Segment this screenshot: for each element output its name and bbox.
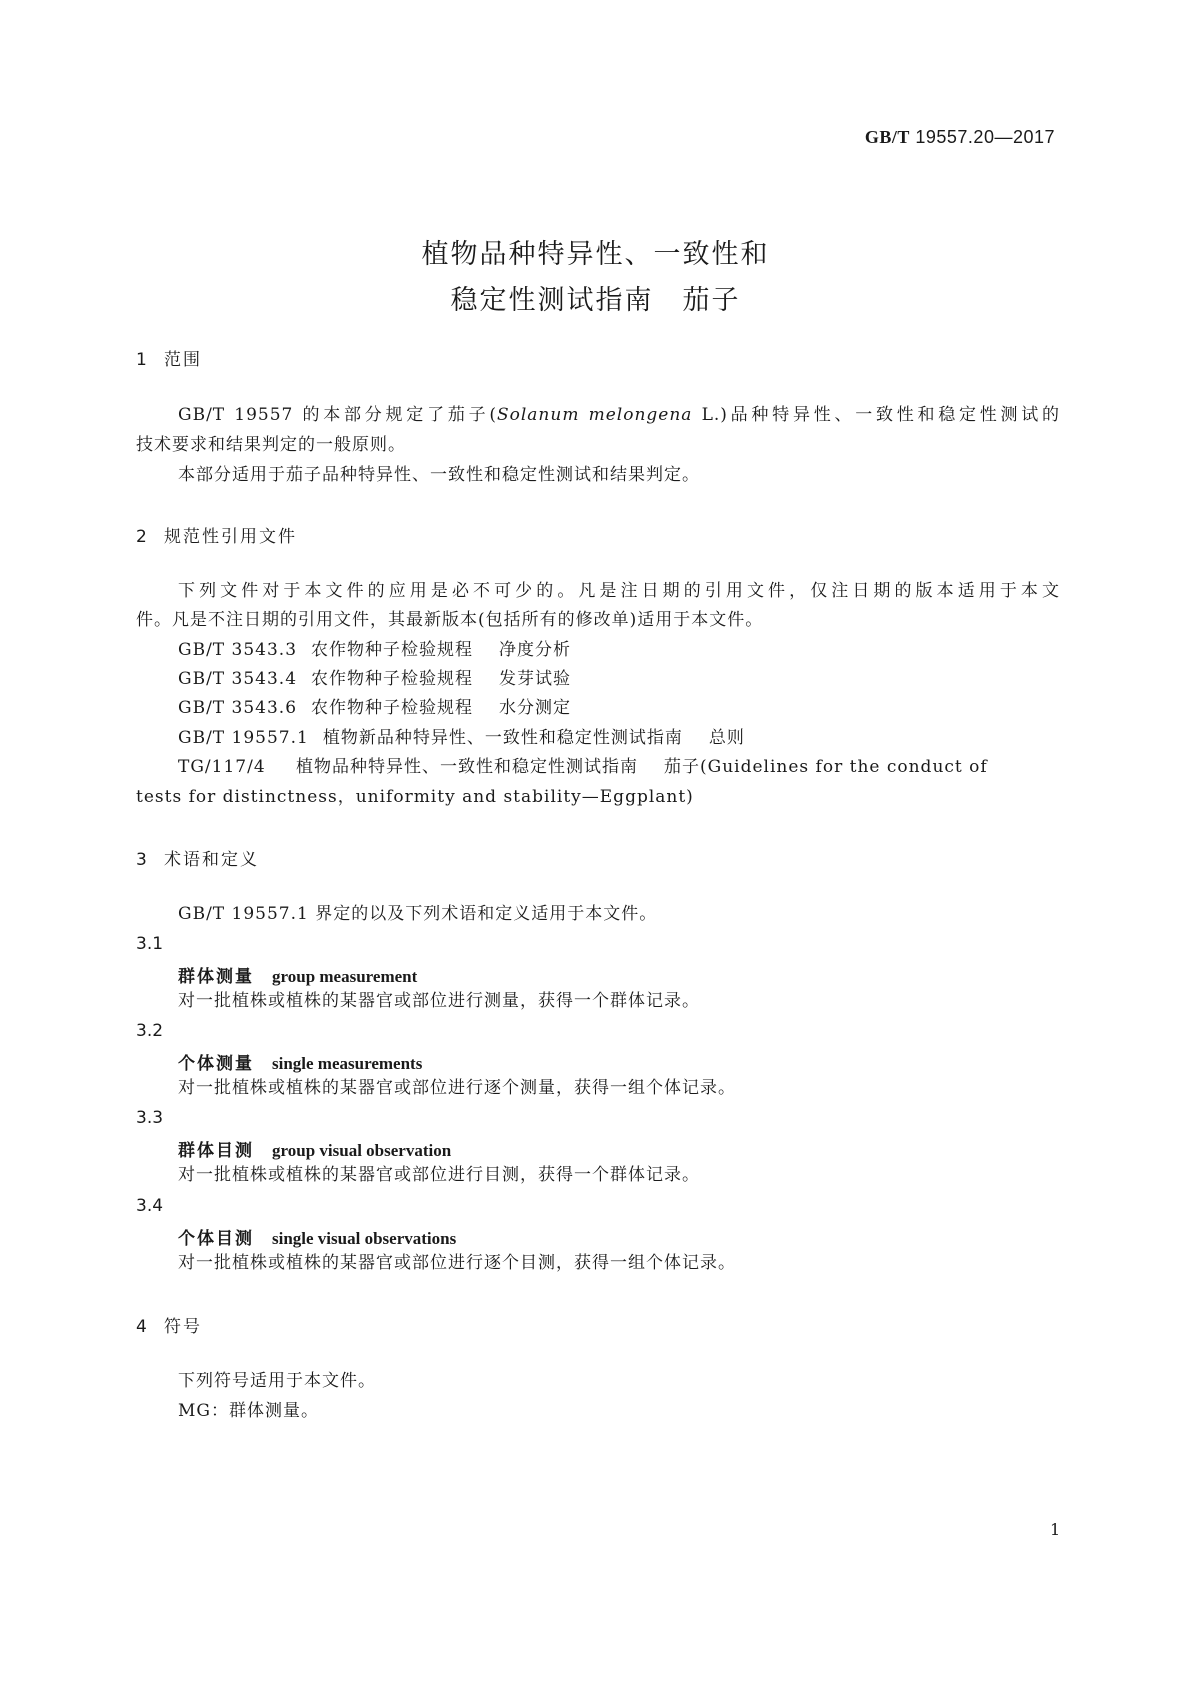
reference-code: GB/T 19557.1: [178, 728, 309, 748]
standard-prefix: GB/T: [864, 127, 910, 147]
section-number: 4: [136, 1317, 147, 1337]
reference-subtitle: 发芽试验: [499, 669, 572, 689]
reference-item: [178, 640, 571, 660]
references-intro-line-2: 件。凡是不注日期的引用文件，其最新版本(包括所有的修改单)适用于本文件。: [136, 610, 764, 630]
reference-name: 植物新品种特异性、一致性和稳定性测试指南: [322, 728, 683, 748]
reference-code: TG/117/4: [178, 757, 266, 777]
reference-name: 植物品种特异性、一致性和稳定性测试指南: [296, 757, 638, 777]
text-fragment: L.)品种特异性、一致性和稳定性测试的: [692, 405, 1060, 425]
term-zh: 个体目测: [178, 1229, 254, 1249]
section-2-heading: [136, 522, 297, 547]
scope-paragraph-line-1: [178, 405, 1060, 425]
section-1-heading: [136, 345, 202, 370]
section-title: 规范性引用文件: [164, 527, 297, 547]
term-zh: 个体测量: [178, 1054, 254, 1074]
reference-code: GB/T 3543.4: [178, 669, 298, 689]
section-4-heading: [136, 1312, 202, 1337]
term-en: single visual observations: [272, 1229, 457, 1248]
term-number: 3.4: [136, 1196, 164, 1216]
term-title: [178, 962, 417, 987]
section-number: 2: [136, 527, 147, 547]
term-en: group measurement: [272, 967, 418, 986]
section-title: 范围: [164, 350, 202, 370]
reference-subtitle: 净度分析: [499, 640, 572, 660]
reference-code: GB/T 3543.6: [178, 698, 298, 718]
scope-paragraph-2: 本部分适用于茄子品种特异性、一致性和稳定性测试和结果判定。: [178, 465, 700, 485]
reference-item: [178, 728, 745, 748]
term-number: 3.2: [136, 1021, 164, 1041]
term-number: 3.3: [136, 1108, 164, 1128]
section-number: 3: [136, 850, 147, 870]
reference-code: GB/T 3543.3: [178, 640, 298, 660]
term-definition: 对一批植株或植株的某器官或部位进行目测，获得一个群体记录。: [178, 1165, 700, 1185]
section-number: 1: [136, 350, 147, 370]
term-title: [178, 1136, 451, 1161]
references-intro-line-1: 下列文件对于本文件的应用是必不可少的。凡是注日期的引用文件，仅注日期的版本适用于本文: [178, 581, 1060, 601]
reference-item: [178, 698, 571, 718]
term-en: group visual observation: [272, 1141, 452, 1160]
term-definition: 对一批植株或植株的某器官或部位进行逐个目测，获得一组个体记录。: [178, 1253, 736, 1273]
section-3-heading: [136, 845, 259, 870]
section-title: 术语和定义: [164, 850, 259, 870]
symbol-mg: MG：群体测量。: [178, 1401, 319, 1421]
reference-name: 农作物种子检验规程: [311, 640, 474, 660]
reference-subtitle: 水分测定: [499, 698, 572, 718]
term-zh: 群体目测: [178, 1141, 254, 1161]
reference-name: 农作物种子检验规程: [311, 698, 474, 718]
document-title-line-2: 稳定性测试指南 茄子: [450, 285, 741, 316]
section-title: 符号: [164, 1317, 202, 1337]
term-title: [178, 1224, 456, 1249]
symbols-intro: 下列符号适用于本文件。: [178, 1371, 376, 1391]
reference-subtitle: 茄子(Guidelines for the conduct of: [664, 757, 988, 777]
reference-subtitle: 总则: [708, 728, 745, 748]
term-title: [178, 1049, 422, 1074]
terms-intro: GB/T 19557.1 界定的以及下列术语和定义适用于本文件。: [178, 904, 658, 924]
term-definition: 对一批植株或植株的某器官或部位进行测量，获得一个群体记录。: [178, 991, 700, 1011]
scope-paragraph-line-2: 技术要求和结果判定的一般原则。: [136, 435, 406, 455]
reference-name: 农作物种子检验规程: [311, 669, 474, 689]
reference-item-tg-continued: tests for distinctness，uniformity and stability—Eggplant): [136, 787, 694, 807]
species-name: Solanum melongena: [496, 405, 693, 425]
text-fragment: GB/T 19557 的本部分规定了茄子(: [178, 405, 497, 425]
standard-number: [865, 127, 1055, 148]
term-zh: 群体测量: [178, 967, 254, 987]
page-number: 1: [1050, 1520, 1061, 1539]
reference-item: [178, 669, 571, 689]
standard-code: 19557.20—2017: [915, 127, 1055, 147]
term-definition: 对一批植株或植株的某器官或部位进行逐个测量，获得一组个体记录。: [178, 1078, 736, 1098]
reference-item-tg: [178, 757, 988, 777]
document-title-line-1: 植物品种特异性、一致性和: [421, 239, 770, 270]
term-en: single measurements: [272, 1054, 423, 1073]
term-number: 3.1: [136, 934, 164, 954]
